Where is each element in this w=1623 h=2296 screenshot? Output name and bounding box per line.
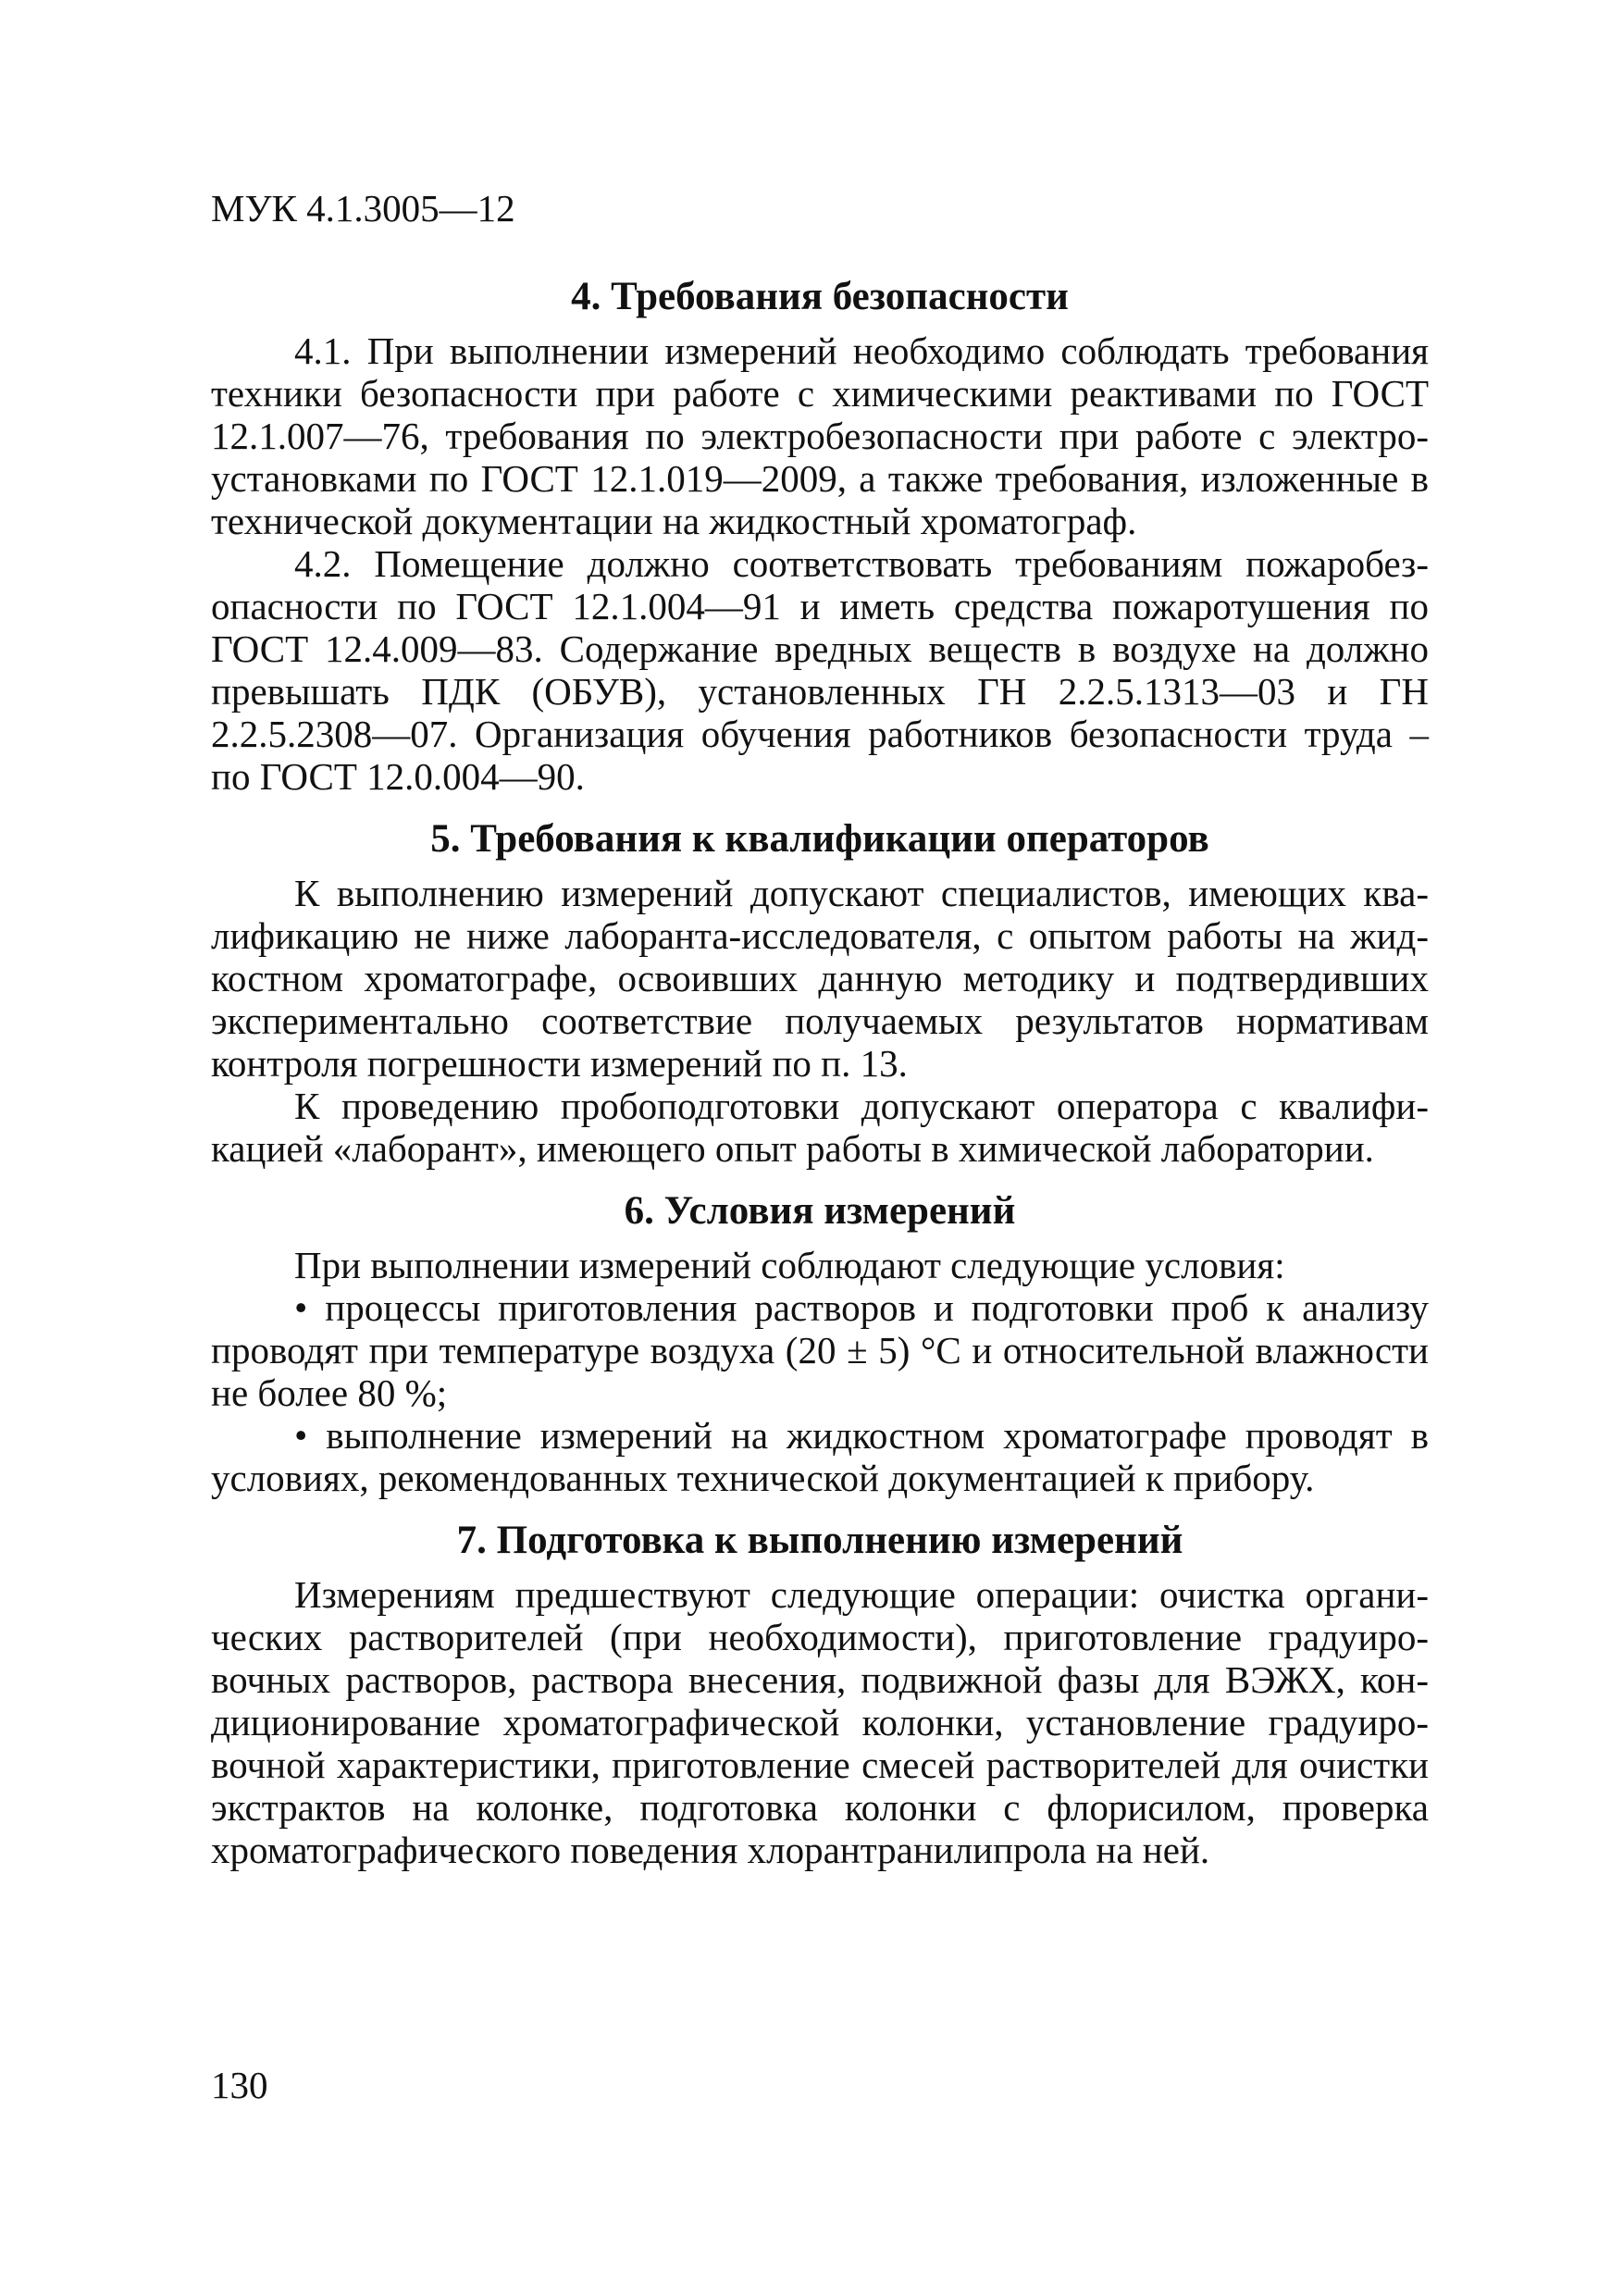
paragraph-4-1: 4.1. При выполнении измерений необходимо соблюдать требования техники безопасности при работе с химическими реактивами по ГОСТ 12.1.007—76, требования по электробезопасности при работе с электроустановками по ГОСТ 12.1.019—2009, а также требования, изложенные в технической документации на жидкостный хроматограф. [211,329,1429,542]
page-number: 130 [211,2064,268,2106]
bullet-item-instrument [211,1414,1429,1499]
bullet-text: процессы приготовления растворов и подготовки проб к анализу проводят при температуре воздуха (20 ± 5) °С и относительной влажности не более 80 %; [211,1286,1429,1414]
section-heading-preparation: 7. Подготовка к выполнению измерений [456,1519,1183,1562]
paragraph-qualification-sample-prep: К проведению пробоподготовки допускают оператора с квалификацией «лаборант», имеющего опыт работы в химической лаборатории. [211,1085,1429,1170]
bullet-text: выполнение измерений на жидкостном хроматографе проводят в условиях, рекомендованных технической документацией к прибору. [211,1414,1429,1499]
page-content [211,272,1429,1871]
paragraph-preparation-operations: Измерениям предшествуют следующие операции: очистка органических растворителей (при необходимости), приготовление градуировочных растворов, раствора внесения, подвижной фазы для ВЭЖХ, кондиционирование хроматографической колонки, установление градуировочной характеристики, приготовление смесей растворителей для очистки экстрактов на колонке, подготовка колонки с флорисилом, проверка хроматографического поведения хлорантранилипрола на ней. [211,1573,1429,1871]
bullet-item-temperature [211,1286,1429,1414]
document-code: МУК 4.1.3005—12 [211,187,515,230]
paragraph-qualification-specialists: К выполнению измерений допускают специалистов, имеющих квалификацию не ниже лаборанта-исследователя, с опытом работы на жидкостном хроматографе, освоивших данную методику и подтвердивших экспериментально соответствие получаемых результатов нормативам контроля погрешности измерений по п. 13. [211,872,1429,1085]
section-heading-operator-qualification: 5. Требования к квалификации операторов [430,817,1209,861]
paragraph-conditions-intro: При выполнении измерений соблюдают следующие условия: [294,1244,1285,1286]
paragraph-4-2: 4.2. Помещение должно соответствовать требованиям пожаробезопасности по ГОСТ 12.1.004—91 и иметь средства пожаротушения по ГОСТ 12.4.009—83. Содержание вредных веществ в воздухе на должно превышать ПДК (ОБУВ), установленных ГН 2.2.5.1313—03 и ГН 2.2.5.2308—07. Организация обучения работников безопасности труда – по ГОСТ 12.0.004—90. [211,542,1429,798]
section-heading-safety: 4. Требования безопасности [571,275,1069,318]
section-heading-measurement-conditions: 6. Условия измерений [624,1189,1016,1233]
bullet-icon: • [294,1286,308,1329]
bullet-icon: • [294,1414,308,1457]
